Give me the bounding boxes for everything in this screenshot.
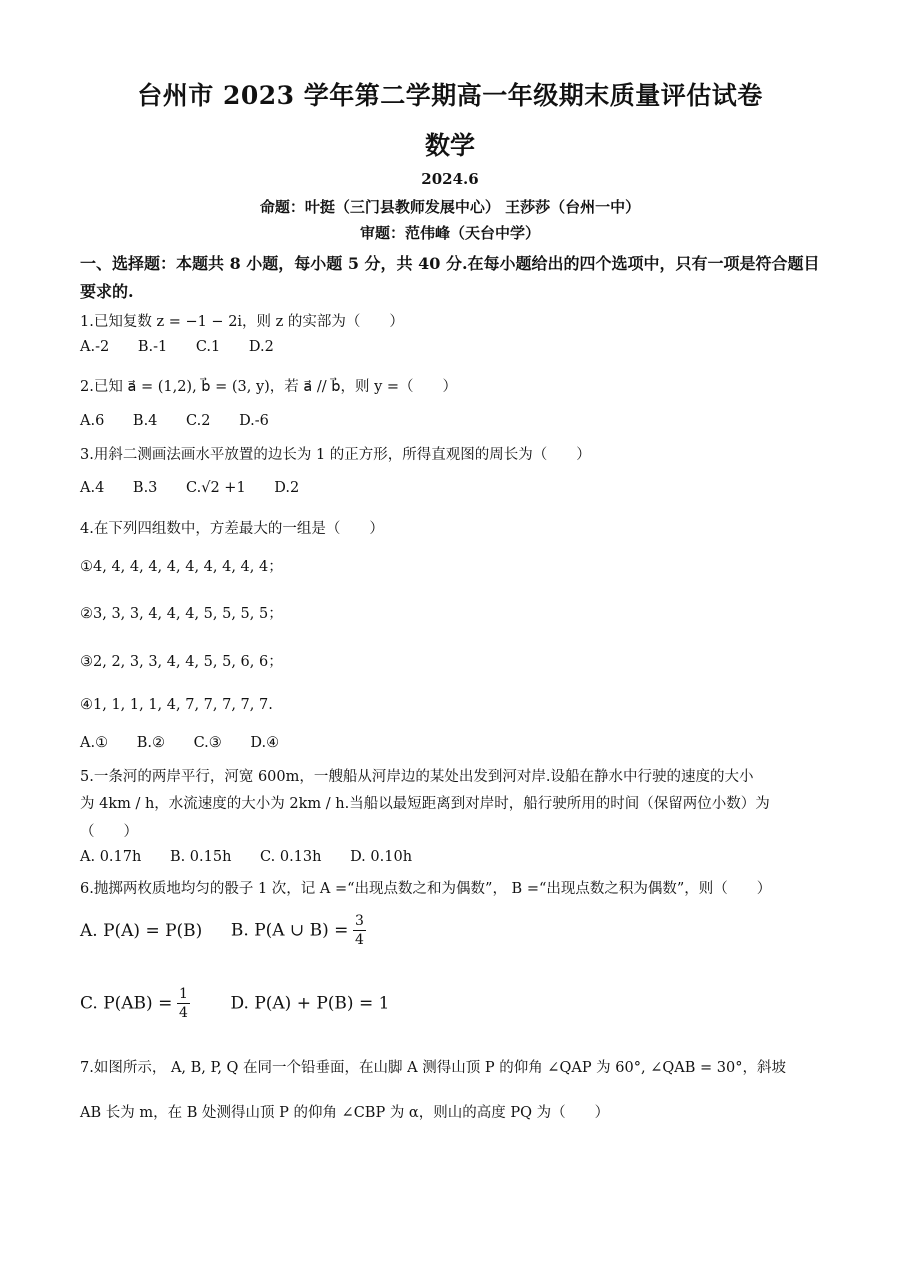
q6-option-c-numerator: 1: [178, 986, 188, 1002]
q6-option-d: D. P(A) + P(B) = 1: [230, 993, 390, 1014]
q5-option-b: B. 0.15h: [169, 849, 232, 865]
q3-option-d: D.2: [274, 480, 300, 496]
q3-options: [80, 480, 323, 496]
q1-stem: 1.已知复数 z = −1 − 2i，则 z 的实部为（ ）: [80, 314, 404, 330]
q6-option-b-fraction: [353, 912, 366, 949]
q2-option-d: D.-6: [239, 413, 269, 429]
q4-stem: 4.在下列四组数中，方差最大的一组是（ ）: [80, 521, 384, 537]
section-intro: 一、选择题：本题共 8 小题，每小题 5 分，共 40 分.在每小题给出的四个选项中，只有一项是符合题目要求的.: [80, 254, 820, 301]
q4-option-c: C.③: [193, 735, 222, 751]
exam-title: 台州市 2023 学年第二学期高一年级期末质量评估试卷: [137, 81, 763, 110]
q4-group-4: ④1, 1, 1, 1, 4, 7, 7, 7, 7, 7.: [80, 697, 273, 713]
q6-options-cd: [80, 985, 389, 1022]
q6-option-c-text: C. P(AB) =: [80, 993, 173, 1014]
q4-options: [80, 735, 303, 751]
q1-option-a: A.-2: [80, 339, 110, 355]
q2-options: [80, 413, 293, 429]
q6-option-c-fraction: [177, 985, 190, 1022]
q2-option-c: C.2: [186, 413, 211, 429]
q6-option-a: A. P(A) = P(B): [80, 920, 203, 941]
q5-line-2: 为 4km / h，水流速度的大小为 2km / h.当船以最短距离到对岸时，船行驶所用的时间（保留两位小数）为: [80, 796, 770, 812]
q1-option-c: C.1: [195, 339, 221, 355]
q3-option-b: B.3: [132, 480, 158, 496]
authors-line: 命题：叶挺（三门县教师发展中心） 王莎莎（台州一中）: [259, 198, 641, 216]
q3-option-c: C.√2 +1: [186, 480, 246, 496]
q6-stem: 6.抛掷两枚质地均匀的骰子 1 次，记 A =“出现点数之和为偶数”， B =“出现点数之积为偶数”，则（ ）: [80, 881, 772, 897]
q4-group-2: ②3, 3, 3, 4, 4, 4, 5, 5, 5, 5；: [80, 606, 283, 622]
q4-option-a: A.①: [80, 735, 109, 751]
q5-option-a: A. 0.17h: [80, 849, 142, 865]
q5-line-1: 5.一条河的两岸平行，河宽 600m，一艘船从河岸边的某处出发到河对岸.设船在静水中行驶的速度的大小: [80, 769, 754, 785]
q5-options: [80, 849, 436, 865]
q7-line-2: AB 长为 m，在 B 处测得山顶 P 的仰角 ∠CBP 为 α，则山的高度 PQ 为（ ）: [80, 1105, 610, 1121]
q6-option-b-denominator: 4: [355, 932, 364, 948]
q2-stem: 2.已知 a⃗ = (1,2), b⃗ = (3, y)，若 a⃗ // b⃗，则 y =（ ）: [80, 379, 458, 395]
exam-date: 2024.6: [421, 170, 479, 188]
q4-option-d: D.④: [250, 735, 280, 751]
q6-option-c-denominator: 4: [178, 1005, 188, 1021]
q4-option-b: B.②: [136, 735, 165, 751]
q2-option-b: B.4: [132, 413, 158, 429]
q1-option-b: B.-1: [137, 339, 168, 355]
reviewer-line: 审题：范伟峰（天台中学）: [359, 224, 540, 242]
q7-line-1: 7.如图所示， A, B, P, Q 在同一个铅垂面，在山脚 A 测得山顶 P 的仰角 ∠QAP 为 60°, ∠QAB = 30°，斜坡: [80, 1060, 786, 1076]
q1-options: [80, 339, 298, 355]
q6-options-ab: [80, 912, 366, 949]
q4-group-1: ①4, 4, 4, 4, 4, 4, 4, 4, 4, 4；: [80, 559, 283, 575]
q5-option-d: D. 0.10h: [350, 849, 413, 865]
q3-option-a: A.4: [80, 480, 105, 496]
q3-stem: 3.用斜二测画法画水平放置的边长为 1 的正方形，所得直观图的周长为（ ）: [80, 447, 591, 463]
q6-option-b-text: B. P(A ∪ B) =: [230, 920, 349, 941]
q5-option-c: C. 0.13h: [260, 849, 322, 865]
subject-title: 数学: [424, 131, 475, 160]
q2-option-a: A.6: [80, 413, 105, 429]
q4-group-3: ③2, 2, 3, 3, 4, 4, 5, 5, 6, 6；: [80, 654, 283, 670]
q5-line-3: （ ）: [80, 824, 138, 840]
q1-option-d: D.2: [248, 339, 274, 355]
q6-option-b-numerator: 3: [355, 913, 364, 929]
